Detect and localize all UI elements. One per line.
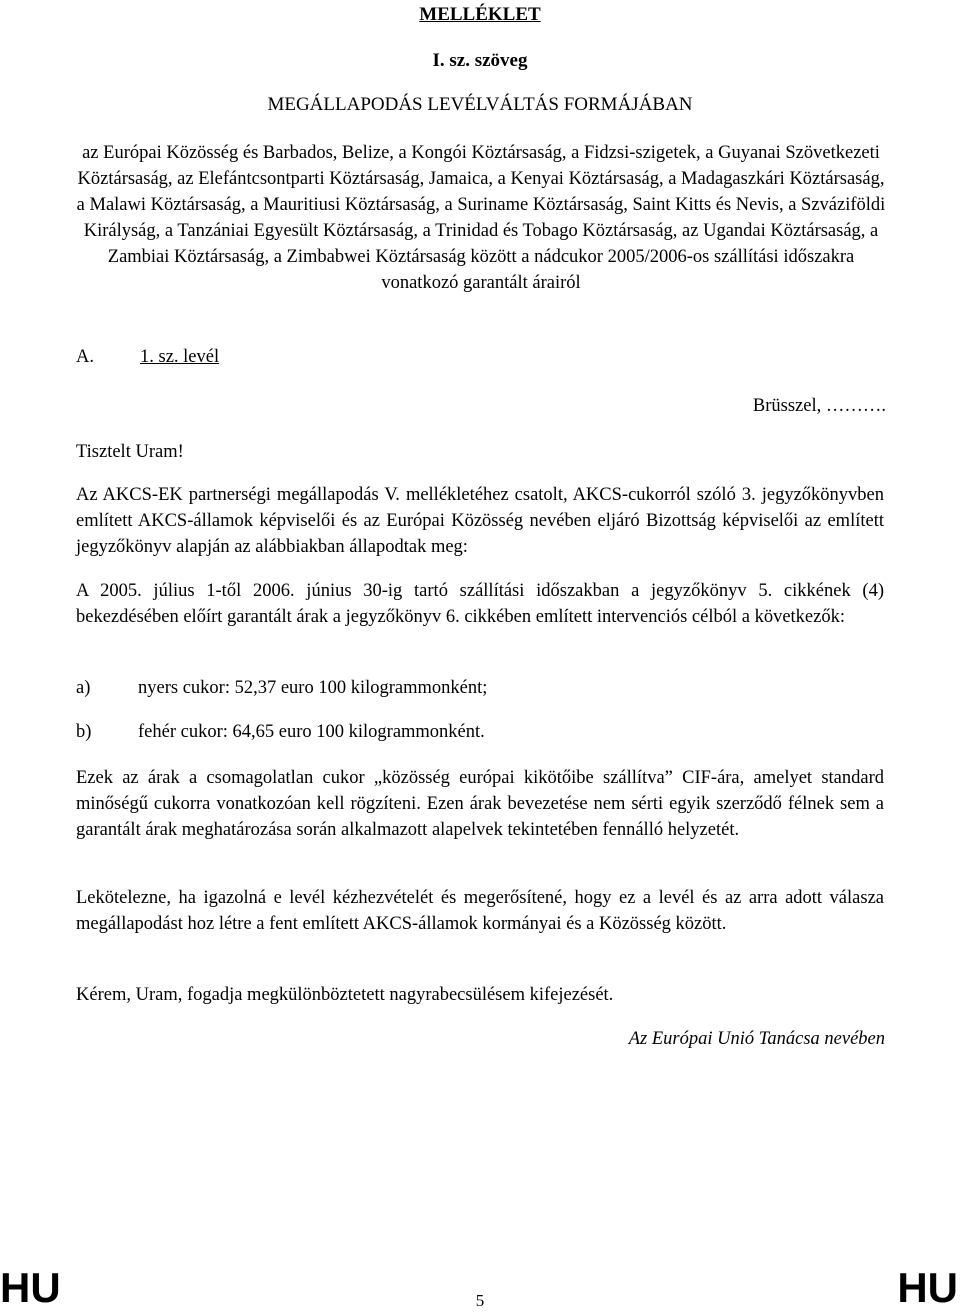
page-number: 5 [475,1291,485,1310]
document-title: MEGÁLLAPODÁS LEVÉLVÁLTÁS FORMÁJÁBAN [267,94,693,115]
paragraph-cif-price: Ezek az árak a csomagolatlan cukor „közösség európai kikötőibe szállítva” CIF-ára, amelyet standard minőségű cukorra vonatkozóan kell rögzíteni. Ezen árak bevezetése nem sérti egyik szerződő félnek sem a garantált árak meghatározása során alkalmazott alapelvek tekintetében fennálló helyzetét. [76,768,884,840]
list-item-raw-sugar [76,675,884,701]
letter-label: A. [76,347,94,367]
paragraph-agreement-intro: Az AKCS-EK partnerségi megállapodás V. mellékletéhez csatolt, AKCS-cukorról szóló 3. jegyzőkönyvben említett AKCS-államok képviselői és az Európai Közösség nevében eljáró Bizottság képviselői az említett jegyzőkönyv alapján az alábbiakban állapodtak meg: [76,485,884,557]
paragraph-confirmation-request: Lekötelezne, ha igazolná e levél kézhezvételét és megerősítené, hogy ez a levél és az arra adott válasza megállapodást hoz létre a fent említett AKCS-államok kormányai és a Közösség között. [76,888,884,934]
signature: Az Európai Unió Tanácsa nevében [628,1029,885,1049]
list-item-white-sugar [76,719,884,745]
footer-language-left: HU [0,1264,61,1311]
list-marker: a) [76,678,91,698]
letter-number: 1. sz. levél [140,347,220,367]
list-marker: b) [76,722,92,742]
paragraph-guaranteed-prices: A 2005. július 1-től 2006. június 30-ig tartó szállítási időszakban a jegyzőkönyv 5. cikkének (4) bekezdésében előírt garantált árak a jegyzőkönyv 6. cikkében említett intervenciós célból a következők: [76,581,884,627]
place-date: Brüsszel, ………. [752,396,886,416]
list-item-text: nyers cukor: 52,37 euro 100 kilogrammonként; [138,678,488,698]
letter-number-line [76,344,219,370]
footer-language-right: HU [897,1264,958,1311]
agreement-subject: az Európai Közösség és Barbados, Belize, a Kongói Köztársaság, a Fidzsi-szigetek, a Guyanai Szövetkezeti Köztársaság, az Elefántcsontparti Köztársaság, Jamaica, a Kenyai Köztársaság, a Madagaszkári Köztársaság, a Malawi Köztársaság, a Mauritiusi Köztársaság, a Suriname Köztársaság, Saint Kitts és Nevis, a Szváziföldi Királyság, a Tanzániai Egyesült Köztársaság, a Trinidad és Tobago Köztársaság, az Ugandai Köztársaság, a Zambiai Köztársaság, a Zimbabwei Köztársaság között a nádcukor 2005/2006-os szállítási időszakra vonatkozó garantált árairól [76,143,886,293]
list-item-text: fehér cukor: 64,65 euro 100 kilogrammonként. [138,722,485,742]
text-heading: I. sz. szöveg [432,50,528,71]
annex-heading: MELLÉKLET [419,4,541,25]
paragraph-closing: Kérem, Uram, fogadja megkülönböztetett nagyrabecsülésem kifejezését. [76,985,614,1005]
salutation: Tisztelt Uram! [76,442,184,462]
